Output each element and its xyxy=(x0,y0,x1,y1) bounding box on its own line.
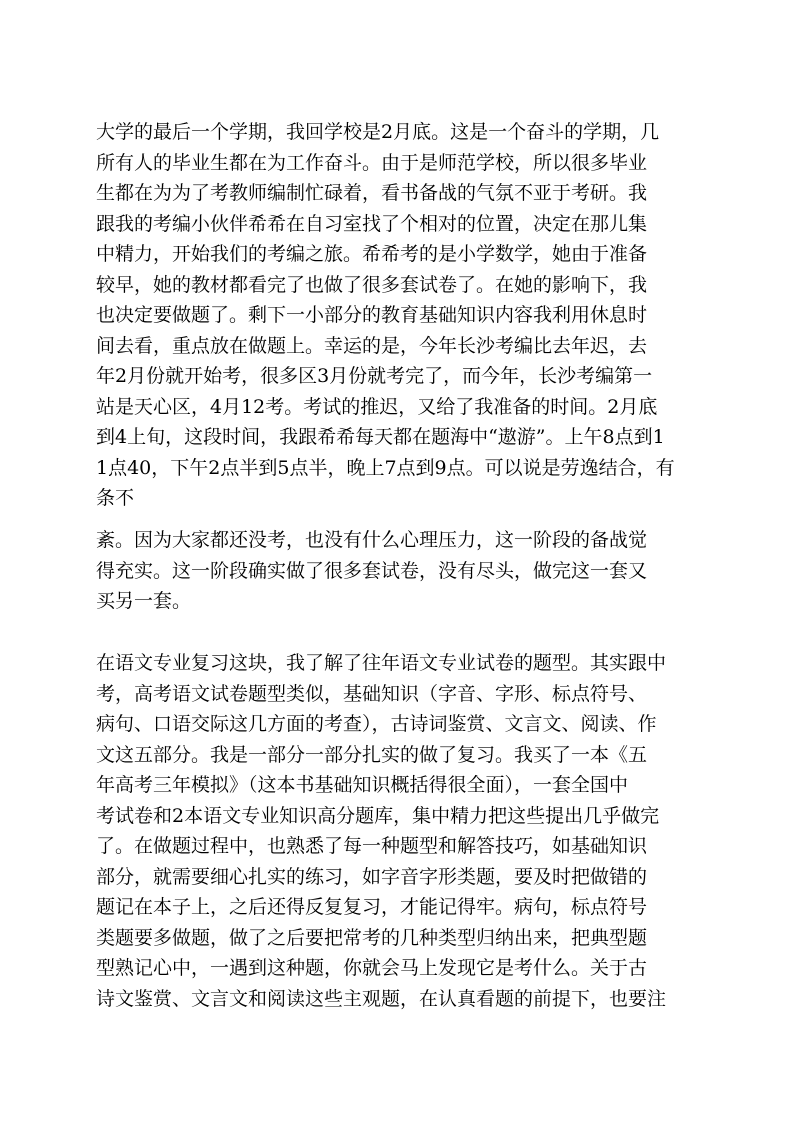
text-line: 较早，她的教材都看完了也做了很多套试卷了。在她的影响下，我 xyxy=(96,273,648,296)
text-line: 买另一套。 xyxy=(96,590,192,612)
text-line: 紊。因为大家都还没考，也没有什么心理压力，这一阶段的备战觉 xyxy=(96,529,648,551)
paragraph-2 xyxy=(96,525,716,617)
text-line: 站是天心区，4月12考。考试的推迟，又给了我准备的时间。2月底 xyxy=(96,395,658,418)
text-line: 了。在做题过程中，也熟悉了每一种题型和解答技巧，如基础知识 xyxy=(96,835,648,857)
text-line: 文这五部分。我是一部分一部分扎实的做了复习。我买了一本《五 xyxy=(96,743,648,766)
text-line: 得充实。这一阶段确实做了很多套试卷，没有尽头，做完这一套又 xyxy=(96,559,648,582)
paragraph-1 xyxy=(96,117,716,514)
text-line: 考，高考语文试卷题型类似，基础知识（字音、字形、标点符号、 xyxy=(96,682,648,705)
text-line: 题记在本子上，之后还得反复复习，才能记得牢。病句，标点符号 xyxy=(96,896,648,918)
text-line: 年高考三年模拟》（这本书基础知识概括得很全面），一套全国中 xyxy=(96,774,629,796)
paragraph-3 xyxy=(96,648,716,1014)
text-line: 考试卷和2本语文专业知识高分题库，集中精力把这些提出几乎做完 xyxy=(96,804,660,827)
text-line: 也决定要做题了。剩下一小部分的教育基础知识内容我利用休息时 xyxy=(96,304,648,326)
text-line: 生都在为为了考教师编制忙碌着，看书备战的气氛不亚于考研。我 xyxy=(96,182,648,204)
text-line: 中精力，开始我们的考编之旅。希希考的是小学数学，她由于准备 xyxy=(96,243,648,265)
text-line: 部分，就需要细心扎实的练习，如字音字形类题，要及时把做错的 xyxy=(96,865,648,888)
text-line: 所有人的毕业生都在为工作奋斗。由于是师范学校，所以很多毕业 xyxy=(96,151,648,174)
text-line: 1点40，下午2点半到5点半，晚上7点到9点。可以说是劳逸结合，有 xyxy=(96,456,675,479)
text-line: 年2月份就开始考，很多区3月份就考完了，而今年，长沙考编第一 xyxy=(96,365,653,387)
text-line: 到4上旬，这段时间，我跟希希每天都在题海中“遨游”。上午8点到1 xyxy=(96,426,665,448)
text-line: 在语文专业复习这块，我了解了往年语文专业试卷的题型。其实跟中 xyxy=(96,652,667,674)
text-line: 跟我的考编小伙伴希希在自习室找了个相对的位置，决定在那儿集 xyxy=(96,212,648,235)
text-line: 病句、口语交际这几方面的考查），古诗词鉴赏、文言文、阅读、作 xyxy=(96,713,657,735)
text-line: 条不 xyxy=(96,487,135,509)
text-line: 大学的最后一个学期，我回学校是2月底。这是一个奋斗的学期，几 xyxy=(96,121,660,143)
text-line: 诗文鉴赏、文言文和阅读这些主观题，在认真看题的前提下，也要注 xyxy=(96,987,667,1010)
text-line: 间去看，重点放在做题上。幸运的是，今年长沙考编比去年迟，去 xyxy=(96,334,648,357)
text-line: 型熟记心中，一遇到这种题，你就会马上发现它是考什么。关于古 xyxy=(96,957,648,979)
text-line: 类题要多做题，做了之后要把常考的几种类型归纳出来，把典型题 xyxy=(96,926,648,949)
